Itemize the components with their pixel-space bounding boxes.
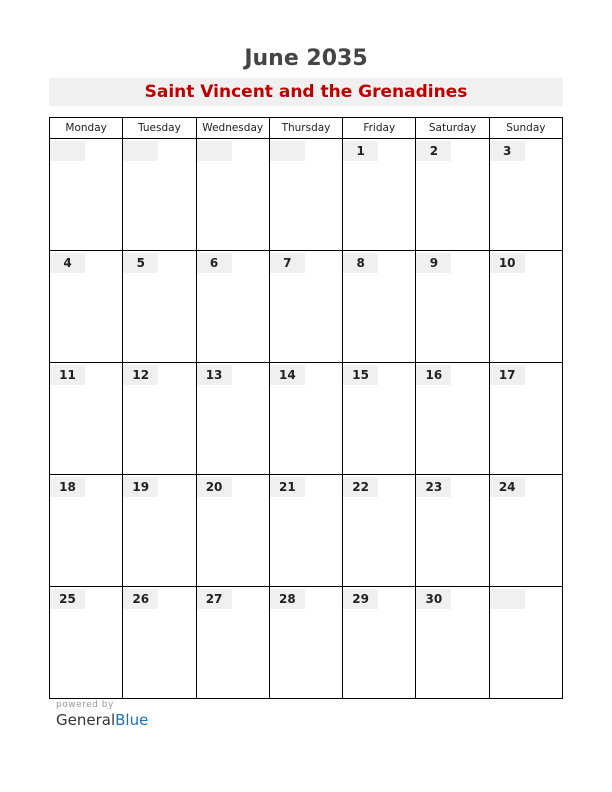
footer: [56, 700, 148, 729]
week-row: [50, 587, 563, 699]
day-number: 22: [343, 477, 378, 497]
day-number: 8: [343, 253, 378, 273]
day-cell: [269, 363, 342, 475]
day-cell: [416, 363, 489, 475]
day-cell: [416, 587, 489, 699]
weekday-header: Wednesday: [196, 118, 269, 139]
day-cell: [489, 251, 562, 363]
day-number: 20: [197, 477, 232, 497]
day-number: 21: [270, 477, 305, 497]
day-cell: [416, 251, 489, 363]
day-cell: [416, 475, 489, 587]
powered-by-label: powered by: [56, 700, 114, 710]
day-cell: [123, 587, 196, 699]
day-number: 14: [270, 365, 305, 385]
day-cell: [50, 475, 123, 587]
day-number: 4: [50, 253, 85, 273]
week-row: [50, 363, 563, 475]
day-number: 3: [490, 141, 525, 161]
weekday-header: Monday: [50, 118, 123, 139]
weekday-header: Friday: [343, 118, 416, 139]
day-cell: [50, 251, 123, 363]
day-cell: [269, 475, 342, 587]
week-row: [50, 139, 563, 251]
day-number: 19: [123, 477, 158, 497]
day-cell: [196, 139, 269, 251]
day-number: [197, 141, 232, 161]
day-cell: [50, 587, 123, 699]
day-cell: [123, 139, 196, 251]
day-cell: [269, 587, 342, 699]
day-number: 2: [416, 141, 451, 161]
day-number: 23: [416, 477, 451, 497]
day-number: 27: [197, 589, 232, 609]
day-cell: [489, 587, 562, 699]
day-cell: [50, 139, 123, 251]
day-number: 25: [50, 589, 85, 609]
day-number: 24: [490, 477, 525, 497]
brand-name-general: General: [56, 711, 116, 729]
day-cell: [50, 363, 123, 475]
day-number: 16: [416, 365, 451, 385]
day-cell: [196, 587, 269, 699]
weekday-header: Sunday: [489, 118, 562, 139]
country-banner: Saint Vincent and the Grenadines: [49, 78, 563, 106]
day-cell: [489, 475, 562, 587]
calendar-grid: [49, 117, 563, 699]
day-cell: [489, 363, 562, 475]
day-number: 13: [197, 365, 232, 385]
day-number: 12: [123, 365, 158, 385]
day-cell: [489, 139, 562, 251]
day-cell: [416, 139, 489, 251]
day-cell: [269, 251, 342, 363]
day-number: [50, 141, 85, 161]
day-cell: [343, 475, 416, 587]
day-number: [490, 589, 525, 609]
day-cell: [196, 363, 269, 475]
weekday-header: Saturday: [416, 118, 489, 139]
day-number: 15: [343, 365, 378, 385]
day-cell: [123, 363, 196, 475]
day-number: 30: [416, 589, 451, 609]
page-title: June 2035: [244, 46, 368, 71]
day-number: [123, 141, 158, 161]
week-row: [50, 251, 563, 363]
day-number: 26: [123, 589, 158, 609]
brand-logo[interactable]: [56, 711, 148, 729]
day-cell: [196, 251, 269, 363]
day-number: 28: [270, 589, 305, 609]
week-row: [50, 475, 563, 587]
weekday-header: Tuesday: [123, 118, 196, 139]
day-cell: [123, 251, 196, 363]
day-cell: [343, 139, 416, 251]
day-number: 1: [343, 141, 378, 161]
day-cell: [343, 363, 416, 475]
weekday-header-row: [50, 118, 563, 139]
day-cell: [343, 587, 416, 699]
brand-name-blue: Blue: [115, 711, 149, 729]
day-number: 11: [50, 365, 85, 385]
day-cell: [343, 251, 416, 363]
day-number: 17: [490, 365, 525, 385]
day-number: 18: [50, 477, 85, 497]
day-number: 10: [490, 253, 525, 273]
day-number: 7: [270, 253, 305, 273]
day-cell: [269, 139, 342, 251]
day-number: 6: [197, 253, 232, 273]
day-number: [270, 141, 305, 161]
weekday-header: Thursday: [269, 118, 342, 139]
day-number: 29: [343, 589, 378, 609]
day-cell: [196, 475, 269, 587]
day-number: 9: [416, 253, 451, 273]
day-number: 5: [123, 253, 158, 273]
day-cell: [123, 475, 196, 587]
